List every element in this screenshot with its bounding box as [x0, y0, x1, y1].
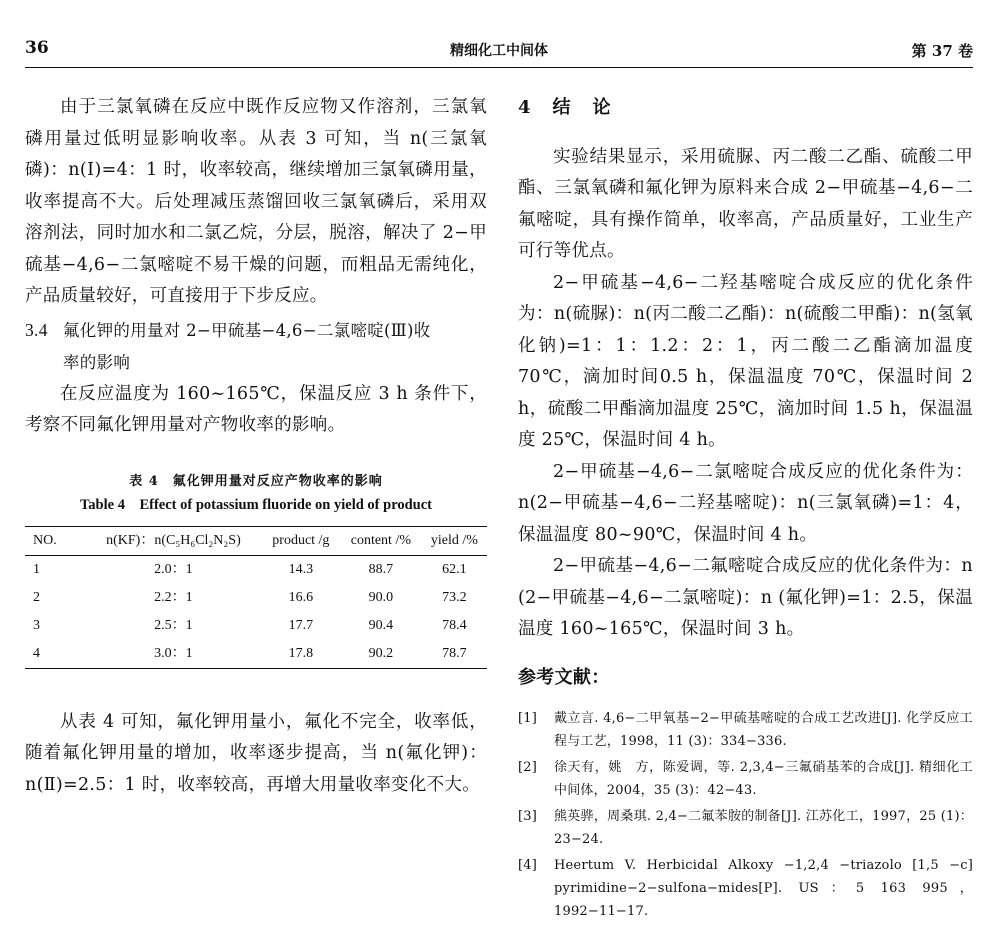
- column-header: NO.: [25, 526, 85, 555]
- table-row: [25, 555, 487, 584]
- paragraph: 2−甲硫基−4,6−二氯嘧啶合成反应的优化条件为：n(2−甲硫基−4,6−二羟基嘧啶)：n(三氯氧磷)=1：4，保温温度 80~90℃，保温时间 4 h。: [518, 461, 973, 545]
- table-caption-cn: 表 4 氟化钾用量对反应产物收率的影响: [129, 473, 383, 489]
- paragraph: 2−甲硫基−4,6−二氟嘧啶合成反应的优化条件为：n (2−甲硫基−4,6−二氯嘧啶)：n (氟化钾)=1：2.5，保温温度 160~165℃，保温时间 3 h。: [518, 556, 973, 639]
- reference-number: [3]: [518, 809, 538, 824]
- paragraph: 2−甲硫基−4,6−二羟基嘧啶合成反应的优化条件为：n(硫脲)：n(丙二酸二乙酯)：n(硫酸二甲酯)：n(氢氧化钠)=1：1：1.2：2：1，丙二酸二乙酯滴加温度 70℃，滴加时间0.5 h，保温温度 70℃，保温时间 2 h，硫酸二甲酯滴加温度 25℃，滴加时间 1.5 h，保温温度 25℃，保温时间 4 h。: [518, 272, 973, 450]
- paragraph: 由于三氯氧磷在反应中既作反应物又作溶剂，三氯氧磷用量过低明显影响收率。从表 3 可知，当 n(三氯氧磷)：n(Ⅰ)=4：1 时，收率较高，继续增加三氯氧磷用量，收率提高不大。后处理减压蒸馏回收三氯氧磷后，采用双溶剂法，同时加水和二氯乙烷，分层，脱溶，解决了 2−甲硫基−4,6−二氯嘧啶不易干燥的问题，而粗品无需纯化，产品质量较好，可直接用于下步反应。: [25, 97, 487, 306]
- paragraph: 从表 4 可知，氟化钾用量小，氟化不完全，收率低，随着氟化钾用量的增加，收率逐步提高，当 n(氟化钾)：n(Ⅱ)=2.5：1 时，收率较高，再增大用量收率变化不大。: [25, 711, 487, 795]
- table-cell: 14.3: [288, 561, 314, 577]
- table-cell: 88.7: [368, 561, 394, 577]
- references-heading: 参考文献：: [518, 666, 610, 688]
- paragraph: 实验结果显示，采用硫脲、丙二酸二乙酯、硫酸二甲酯、三氯氧磷和氟化钾为原料来合成 2−甲硫基−4,6−二氟嘧啶，具有操作简单，收率高，产品质量好，工业生产可行等优点。: [518, 146, 973, 261]
- table-row: [25, 612, 487, 640]
- page-header: [25, 30, 973, 70]
- table-cell: 90.4: [368, 617, 394, 633]
- table-cell: 1: [33, 561, 40, 577]
- right-column: [518, 92, 973, 926]
- table-cell: 17.7: [288, 617, 314, 633]
- data-table: [25, 526, 487, 669]
- section-heading: 4 结 论: [518, 97, 613, 118]
- reference-text: 徐天有，姚 方，陈爱调，等. 2,3,4−三氟硝基苯的合成[J]. 精细化工中间体，2004，35 (3)：42−43.: [554, 760, 973, 798]
- subsection-title: 氟化钾的用量对 2−甲硫基−4,6−二氯嘧啶(Ⅲ)收: [63, 320, 431, 340]
- reference-text: Heertum V. Herbicidal Alkoxy −1,2,4 −triazolo [1,5 −c] pyrimidine−2−sulfona−mides[P]. US：5 163 995，1992−11−17.: [554, 858, 973, 919]
- subsection-number: 3.4: [25, 319, 48, 340]
- table-row: [25, 584, 487, 612]
- column-header: n(KF)：n(C₅H₆Cl₂N₂S): [85, 526, 262, 555]
- page-number: 36: [25, 38, 49, 58]
- journal-title: 精细化工中间体: [450, 43, 548, 59]
- table-cell: 78.7: [422, 640, 487, 669]
- table-cell: 16.6: [288, 589, 314, 605]
- reference-number: [2]: [518, 760, 538, 775]
- reference-text: 戴立言. 4,6−二甲氧基−2−甲硫基嘧啶的合成工艺改进[J]. 化学反应工程与工艺，1998，11 (3)：334−336.: [554, 711, 973, 749]
- table-cell: 90.0: [368, 589, 394, 605]
- table-cell: 2.0：1: [154, 561, 193, 577]
- subsection-title-cont: 率的影响: [63, 353, 131, 372]
- reference-item: [518, 707, 973, 753]
- table-cell: 17.8: [262, 640, 340, 669]
- reference-item: [518, 756, 973, 802]
- left-column: [25, 92, 487, 801]
- table-cell: 78.4: [442, 617, 467, 633]
- table-cell: 73.2: [442, 589, 467, 605]
- table-cell: 2.5：1: [154, 617, 193, 633]
- table-row: [25, 640, 487, 669]
- table-cell: 3.0：1: [85, 640, 262, 669]
- table-cell: 4: [25, 640, 85, 669]
- reference-number: [1]: [518, 711, 538, 726]
- reference-item: [518, 805, 973, 851]
- table-cell: 2.2：1: [154, 589, 193, 605]
- reference-list: [518, 707, 973, 923]
- table-caption-en: Table 4 Effect of potassium fluoride on yield of product: [79, 496, 433, 513]
- reference-text: 熊英骅，周桑琪. 2,4−二氟苯胺的制备[J]. 江苏化工，1997，25 (1)：23−24.: [554, 809, 973, 847]
- reference-number: [4]: [518, 858, 538, 873]
- header-rule: [25, 67, 973, 68]
- table-header-row: [25, 526, 487, 555]
- column-header: content /%: [340, 526, 422, 555]
- table-cell: 90.2: [340, 640, 422, 669]
- subsection-heading: [25, 315, 487, 379]
- column-header: yield /%: [422, 526, 487, 555]
- table-cell: 2: [33, 589, 40, 605]
- column-header: product /g: [262, 526, 340, 555]
- paragraph: 在反应温度为 160~165℃，保温反应 3 h 条件下，考察不同氟化钾用量对产物收率的影响。: [25, 383, 487, 435]
- table-cell: 3: [33, 617, 40, 633]
- volume-label: 第 37 卷: [911, 42, 973, 60]
- table-cell: 62.1: [442, 561, 467, 577]
- reference-item: [518, 854, 973, 923]
